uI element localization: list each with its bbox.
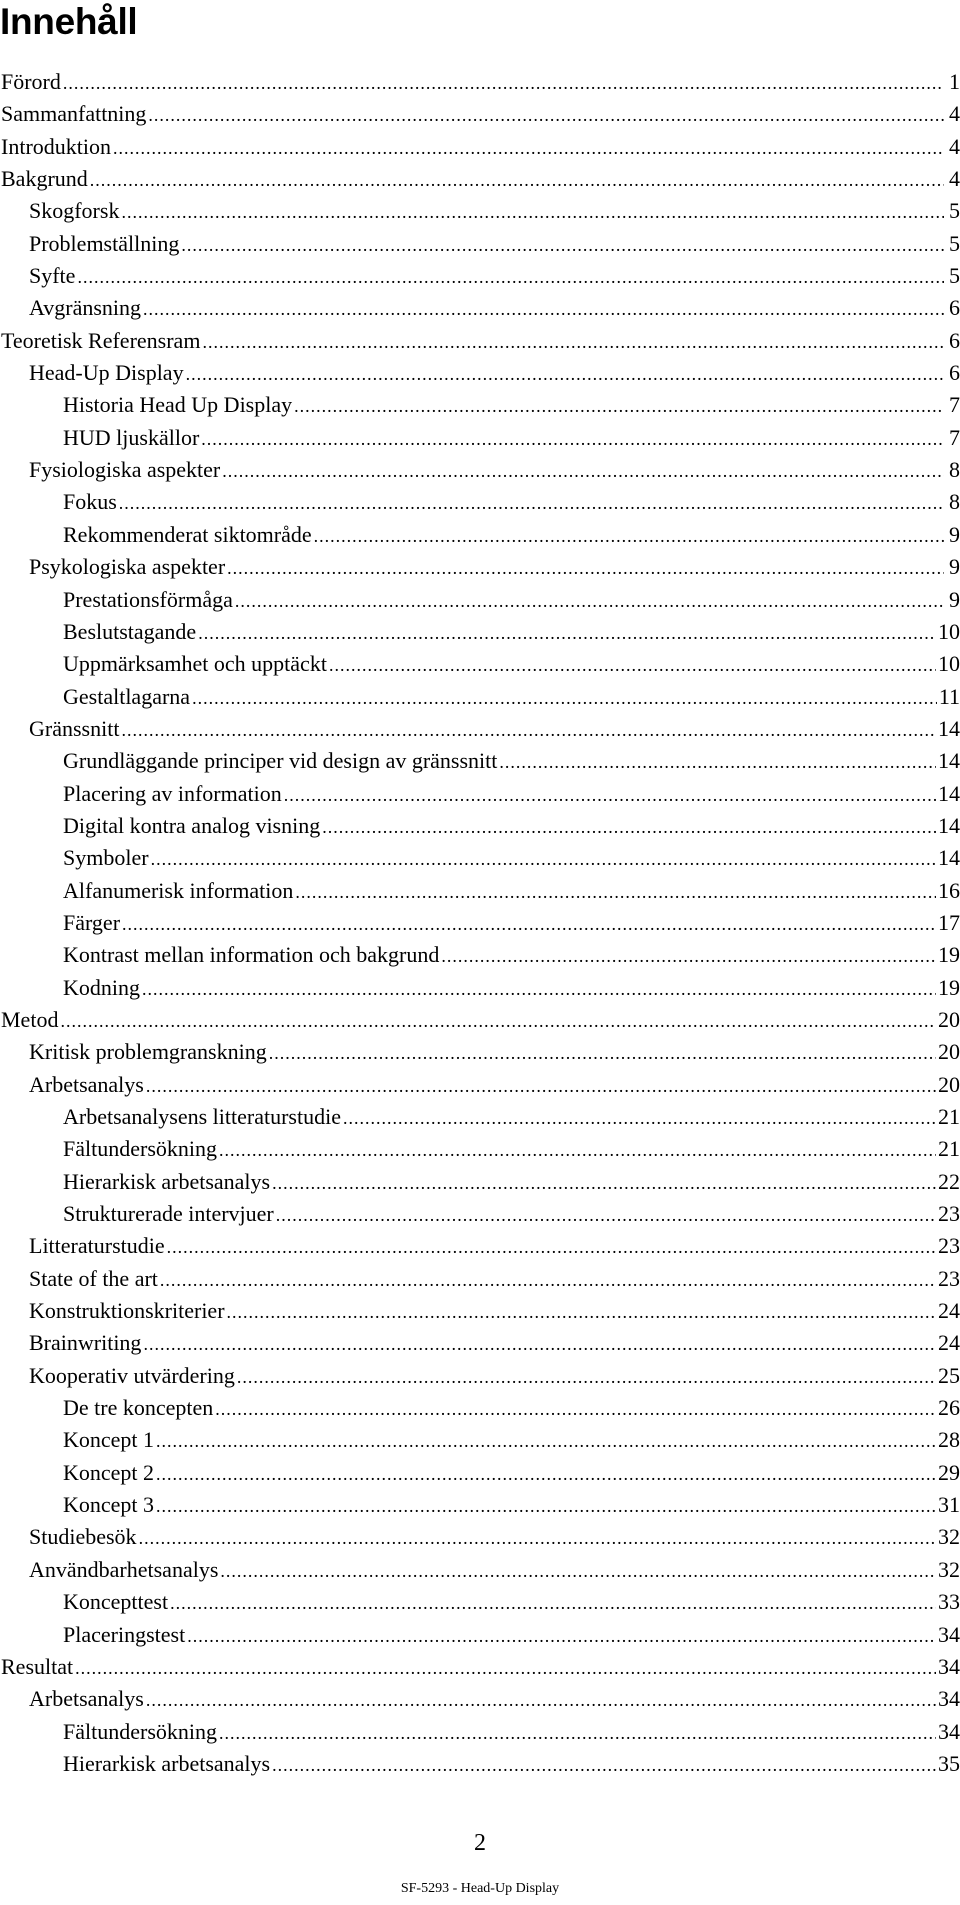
toc-dot-leader [143,1328,936,1360]
toc-entry-title: Uppmärksamhet och upptäckt [63,651,327,677]
toc-dot-leader [90,164,944,196]
toc-entry[interactable] [0,584,960,616]
toc-entry-page: 5 [949,198,960,224]
toc-dot-leader [322,811,936,843]
toc-dot-leader [170,1587,936,1619]
toc-entry-page: 4 [949,133,960,159]
toc-entry-page: 14 [938,780,960,806]
toc-dot-leader [220,1555,936,1587]
toc-entry[interactable] [0,163,960,195]
toc-dot-leader [142,973,936,1005]
toc-entry[interactable] [0,616,960,648]
toc-entry-title: Fältundersökning [63,1718,217,1744]
toc-entry-page: 4 [949,101,960,127]
toc-entry-page: 6 [949,295,960,321]
toc-entry[interactable] [0,939,960,971]
toc-dot-leader [237,1361,936,1393]
toc-entry-title: Beslutstagande [63,618,197,644]
toc-entry-page: 8 [949,489,960,515]
toc-dot-leader [119,487,944,519]
toc-entry-title: Fysiologiska aspekter [29,457,221,483]
toc-entry[interactable] [0,98,960,130]
toc-entry-page: 14 [938,715,960,741]
toc-entry-title: Litteraturstudie [29,1233,165,1259]
toc-entry[interactable] [0,1360,960,1392]
toc-dot-leader [215,1393,936,1425]
toc-entry[interactable] [0,875,960,907]
toc-entry-title: Placeringstest [63,1621,186,1647]
toc-dot-leader [499,746,936,778]
toc-dot-leader [148,99,944,131]
toc-entry-page: 9 [949,586,960,612]
toc-entry[interactable] [0,907,960,939]
toc-dot-leader [269,1037,936,1069]
toc-entry-page: 9 [949,521,960,547]
toc-entry[interactable] [0,422,960,454]
toc-dot-leader [151,843,936,875]
toc-entry-page: 7 [949,392,960,418]
toc-dot-leader [202,326,944,358]
toc-dot-leader [219,1717,936,1749]
toc-entry[interactable] [0,1424,960,1456]
toc-entry[interactable] [0,1069,960,1101]
toc-dot-leader [201,423,944,455]
toc-entry-page: 23 [938,1233,960,1259]
toc-entry[interactable] [0,551,960,583]
toc-entry-page: 10 [938,651,960,677]
toc-entry-title: Head-Up Display [29,360,184,386]
toc-dot-leader [294,390,944,422]
toc-entry-page: 16 [938,877,960,903]
toc-entry-title: Sammanfattning [1,101,147,127]
toc-entry-page: 22 [938,1168,960,1194]
toc-entry-title: Digital kontra analog visning [63,812,321,838]
toc-entry-title: Konstruktionskriterier [29,1298,225,1324]
toc-entry[interactable] [0,810,960,842]
toc-entry-title: Placering av information [63,780,282,806]
toc-entry[interactable] [0,292,960,324]
toc-entry[interactable] [0,486,960,518]
toc-entry-page: 34 [938,1653,960,1679]
toc-dot-leader [63,67,944,99]
toc-entry-title: Fokus [63,489,117,515]
toc-entry[interactable] [0,1521,960,1553]
toc-entry-title: Arbetsanalysens litteraturstudie [63,1104,341,1129]
toc-entry-title: Kooperativ utvärdering [29,1362,235,1388]
toc-entry-title: Strukturerade intervjuer [63,1201,274,1227]
toc-entry-title: Gestaltlagarna [63,683,191,709]
toc-entry-title: Koncept 1 [63,1427,155,1453]
toc-dot-leader [160,1264,936,1296]
toc-dot-leader [276,1199,936,1231]
toc-entry[interactable] [0,260,960,292]
toc-entry-title: Metod [1,1006,59,1032]
toc-dot-leader [314,520,944,552]
toc-entry[interactable] [0,745,960,777]
toc-entry-page: 25 [938,1362,960,1388]
toc-entry[interactable] [0,66,960,98]
toc-entry-title: Introduktion [1,133,111,159]
toc-entry[interactable] [0,1457,960,1489]
toc-dot-leader [156,1458,936,1490]
toc-entry[interactable] [0,1101,960,1133]
toc-entry-page: 21 [938,1136,960,1162]
toc-entry-page: 20 [938,1039,960,1065]
toc-entry[interactable] [0,1198,960,1230]
toc-entry[interactable] [0,454,960,486]
toc-entry-page: 14 [938,748,960,774]
toc-entry[interactable] [0,357,960,389]
toc-entry[interactable] [0,778,960,810]
toc-dot-leader [156,1490,936,1522]
toc-dot-leader [329,649,936,681]
toc-dot-leader [121,196,944,228]
toc-dot-leader [343,1102,936,1134]
toc-entry[interactable] [0,1619,960,1651]
toc-dot-leader [75,1652,936,1684]
toc-entry-title: Rekommenderat siktområde [63,521,312,547]
toc-entry[interactable] [0,195,960,227]
toc-entry-page: 6 [949,360,960,386]
toc-entry[interactable] [0,1651,960,1683]
toc-entry-title: Kodning [63,974,140,1000]
toc-dot-leader [295,876,936,908]
toc-dot-leader [143,293,944,325]
toc-dot-leader [77,261,944,293]
toc-entry-title: Grundläggande principer vid design av gränssnitt [63,748,498,774]
toc-entry-page: 21 [938,1104,960,1129]
toc-entry-title: Gränssnitt [29,715,120,741]
toc-entry-title: Koncept 2 [63,1459,155,1485]
toc-entry-page: 34 [938,1621,960,1647]
toc-entry-page: 8 [949,457,960,483]
toc-entry-title: Historia Head Up Display [63,392,293,418]
toc-entry-title: Avgränsning [29,295,142,321]
toc-dot-leader [122,908,936,940]
toc-dot-leader [167,1231,936,1263]
toc-entry-page: 34 [938,1718,960,1744]
toc-entry-page: 32 [938,1556,960,1582]
toc-dot-leader [272,1749,936,1781]
toc-entry-title: Symboler [63,845,149,871]
toc-entry-page: 24 [938,1298,960,1324]
toc-entry[interactable] [0,648,960,680]
toc-dot-leader [441,940,936,972]
toc-entry-title: Hierarkisk arbetsanalys [63,1168,271,1194]
toc-entry-title: Syfte [29,263,76,289]
toc-entry-title: Resultat [1,1653,74,1679]
toc-entry-page: 24 [938,1330,960,1356]
toc-dot-leader [222,455,944,487]
toc-entry-title: Förord [1,69,61,94]
toc-entry-title: Fältundersökning [63,1136,217,1162]
page-title: Innehåll [0,1,138,42]
toc-entry-title: Psykologiska aspekter [29,554,226,580]
toc-entry-title: Användbarhetsanalys [29,1556,219,1582]
toc-entry-page: 26 [938,1395,960,1421]
toc-entry[interactable] [0,228,960,260]
toc-entry-title: Arbetsanalys [29,1686,144,1712]
page-number: 2 [474,1830,486,1856]
toc-entry-title: HUD ljuskällor [63,424,200,450]
toc-entry-page: 6 [949,327,960,353]
toc-entry[interactable] [0,1489,960,1521]
toc-entry-page: 17 [938,909,960,935]
toc-dot-leader [121,714,936,746]
toc-entry[interactable] [0,1554,960,1586]
toc-entry-title: Koncepttest [63,1589,169,1615]
toc-entry[interactable] [0,713,960,745]
toc-entry-page: 28 [938,1427,960,1453]
toc-dot-leader [235,585,944,617]
toc-entry[interactable] [0,1748,960,1780]
toc-entry-page: 14 [938,812,960,838]
toc-entry-title: Bakgrund [1,166,88,192]
toc-dot-leader [146,1070,936,1102]
toc-entry-page: 29 [938,1459,960,1485]
toc-dot-leader [186,358,944,390]
toc-entry[interactable] [0,972,960,1004]
toc-entry-page: 14 [938,845,960,871]
toc-dot-leader [192,682,937,714]
toc-entry-title: Kritisk problemgranskning [29,1039,267,1065]
toc-entry-page: 7 [949,424,960,450]
toc-entry-page: 10 [938,618,960,644]
toc-entry[interactable] [0,1133,960,1165]
toc-dot-leader [219,1134,936,1166]
toc-entry-title: De tre koncepten [63,1395,214,1421]
toc-entry-title: Alfanumerisk information [63,877,294,903]
toc-entry-title: Hierarkisk arbetsanalys [63,1750,271,1776]
toc-dot-leader [146,1684,936,1716]
toc-entry-page: 20 [938,1006,960,1032]
toc-entry[interactable] [0,1392,960,1424]
toc-entry-title: Brainwriting [29,1330,142,1356]
toc-entry[interactable] [0,1263,960,1295]
toc-dot-leader [272,1167,936,1199]
toc-entry[interactable] [0,1004,960,1036]
toc-entry-page: 33 [938,1589,960,1615]
toc-dot-leader [139,1522,936,1554]
toc-dot-leader [181,229,944,261]
toc-entry[interactable] [0,1166,960,1198]
toc-dot-leader [187,1620,936,1652]
toc-entry-page: 1 [949,69,960,94]
toc-entry-page: 5 [949,263,960,289]
toc-entry[interactable] [0,1230,960,1262]
table-of-contents [0,66,960,1780]
toc-entry[interactable] [0,1716,960,1748]
toc-entry-page: 23 [938,1201,960,1227]
toc-entry-page: 11 [938,683,960,709]
toc-entry-page: 32 [938,1524,960,1550]
toc-entry-title: Prestationsförmåga [63,586,233,612]
toc-entry-page: 35 [938,1750,960,1776]
toc-entry[interactable] [0,842,960,874]
toc-dot-leader [60,1005,936,1037]
toc-entry-page: 9 [949,554,960,580]
toc-entry-title: Koncept 3 [63,1492,155,1518]
page-footer: SF-5293 - Head-Up Display [400,1881,560,1896]
toc-entry-title: Studiebesök [29,1524,137,1550]
toc-entry[interactable] [0,131,960,163]
toc-dot-leader [198,617,936,649]
toc-entry-page: 19 [938,974,960,1000]
toc-entry-title: Färger [63,909,121,935]
toc-entry[interactable] [0,325,960,357]
toc-entry-page: 31 [938,1492,960,1518]
toc-dot-leader [227,1296,936,1328]
toc-entry[interactable] [0,389,960,421]
toc-entry[interactable] [0,1295,960,1327]
toc-entry-page: 19 [938,942,960,968]
toc-dot-leader [113,132,944,164]
toc-dot-leader [284,779,936,811]
toc-entry-title: Problemställning [29,230,180,256]
toc-entry-page: 20 [938,1071,960,1097]
toc-entry[interactable] [0,681,960,713]
toc-entry[interactable] [0,1586,960,1618]
toc-entry-page: 23 [938,1265,960,1291]
toc-entry-title: Arbetsanalys [29,1071,144,1097]
toc-entry-title: State of the art [29,1265,158,1291]
toc-entry-title: Kontrast mellan information och bakgrund [63,942,440,968]
toc-entry-title: Skogforsk [29,198,120,224]
toc-entry-page: 34 [938,1686,960,1712]
toc-dot-leader [227,552,944,584]
toc-entry[interactable] [0,1327,960,1359]
toc-entry[interactable] [0,519,960,551]
toc-entry-page: 4 [949,166,960,192]
toc-entry-page: 5 [949,230,960,256]
toc-dot-leader [156,1425,936,1457]
toc-entry-title: Teoretisk Referensram [1,327,201,353]
toc-entry[interactable] [0,1683,960,1715]
toc-entry[interactable] [0,1036,960,1068]
